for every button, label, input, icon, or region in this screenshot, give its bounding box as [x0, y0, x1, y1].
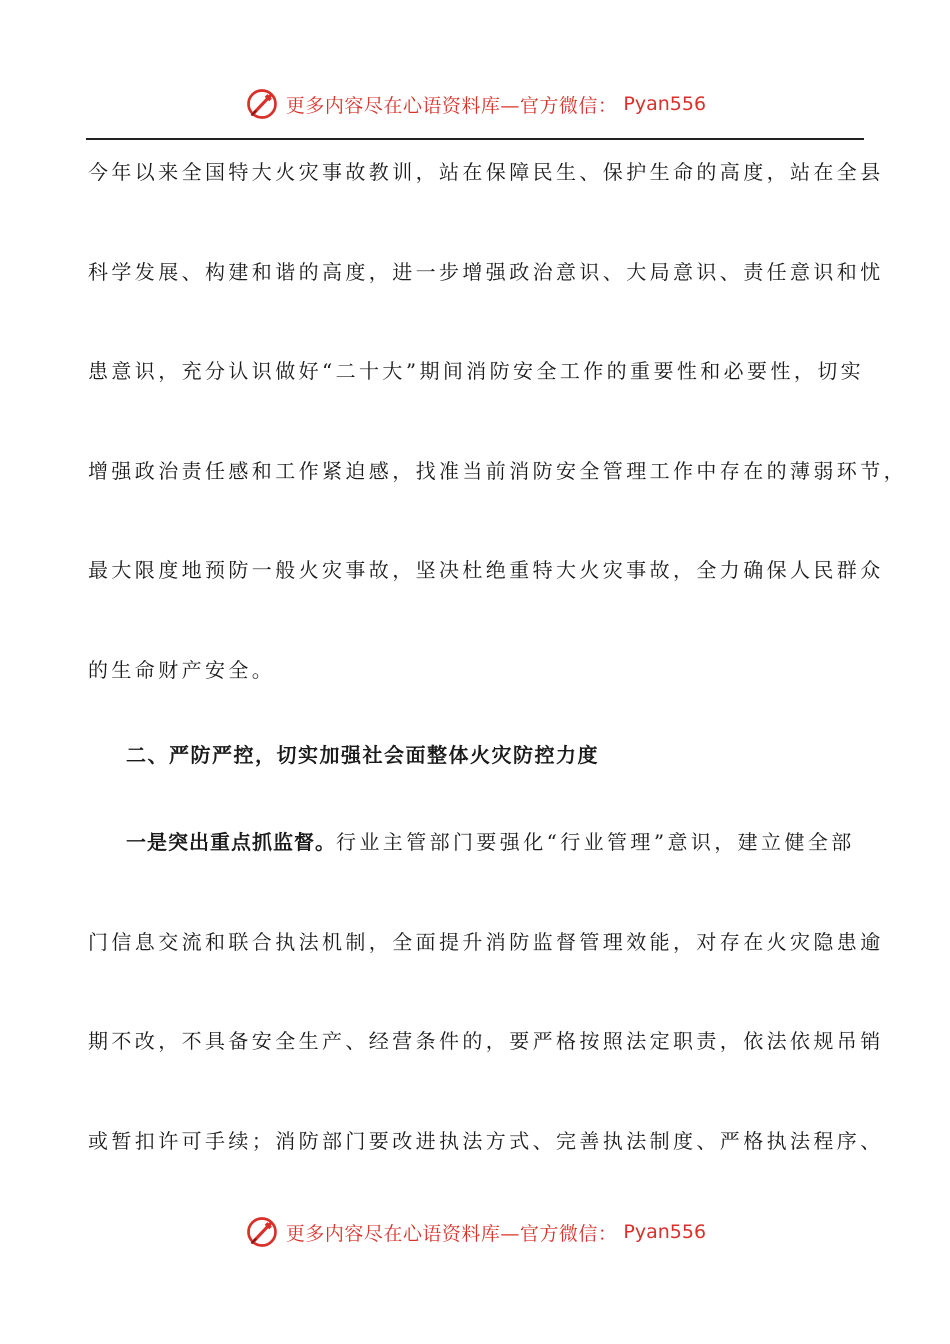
header-banner-text: 更多内容尽在心语资料库—官方微信： — [285, 94, 618, 117]
body-line-4: 增强政治责任感和工作紧迫感，找准当前消防安全管理工作中存在的薄弱环节， — [88, 458, 907, 483]
footer-wechat-id: Pyan556 — [623, 1221, 707, 1243]
paragraph-2-line-3: 期不改，不具备安全生产、经营条件的，要严格按照法定职责，依法依规吊销 — [88, 1029, 884, 1053]
paragraph-2-line-4: 或暂扣许可手续；消防部门要改进执法方式、完善执法制度、严格执法程序、 — [88, 1128, 884, 1153]
body-line-2: 科学发展、构建和谐的高度，进一步增强政治意识、大局意识、责任意识和忧 — [88, 259, 884, 284]
footer-banner — [0, 1212, 950, 1252]
body-line-6: 的生命财产安全。 — [88, 657, 276, 682]
body-line-3: 患意识，充分认识做好“二十大”期间消防安全工作的重要性和必要性，切实 — [88, 359, 865, 383]
paragraph-2-first-line — [88, 822, 862, 862]
body-line-5: 最大限度地预防一般火灾事故，坚决杜绝重特大火灾事故，全力确保人民群众 — [88, 558, 884, 582]
header-banner — [0, 84, 950, 124]
header-wechat-id: Pyan556 — [623, 93, 707, 115]
pen-logo-icon — [244, 1214, 280, 1250]
paragraph-2-first-line-text: 行业主管部门要强化“行业管理”意识，建立健全部 — [336, 830, 855, 854]
header-divider — [86, 138, 864, 140]
paragraph-2-line-2: 门信息交流和联合执法机制，全面提升消防监督管理效能，对存在火灾隐患逾 — [88, 929, 884, 954]
footer-banner-text: 更多内容尽在心语资料库—官方微信： — [285, 1222, 618, 1245]
paragraph-2-lead: 一是突出重点抓监督。 — [126, 830, 336, 854]
section-heading: 二、严防严控，切实加强社会面整体火灾防控力度 — [126, 743, 599, 767]
document-body — [88, 152, 907, 1220]
pen-logo-icon — [244, 86, 280, 122]
body-line-1: 今年以来全国特大火灾事故教训，站在保障民生、保护生命的高度，站在全县 — [88, 160, 884, 184]
